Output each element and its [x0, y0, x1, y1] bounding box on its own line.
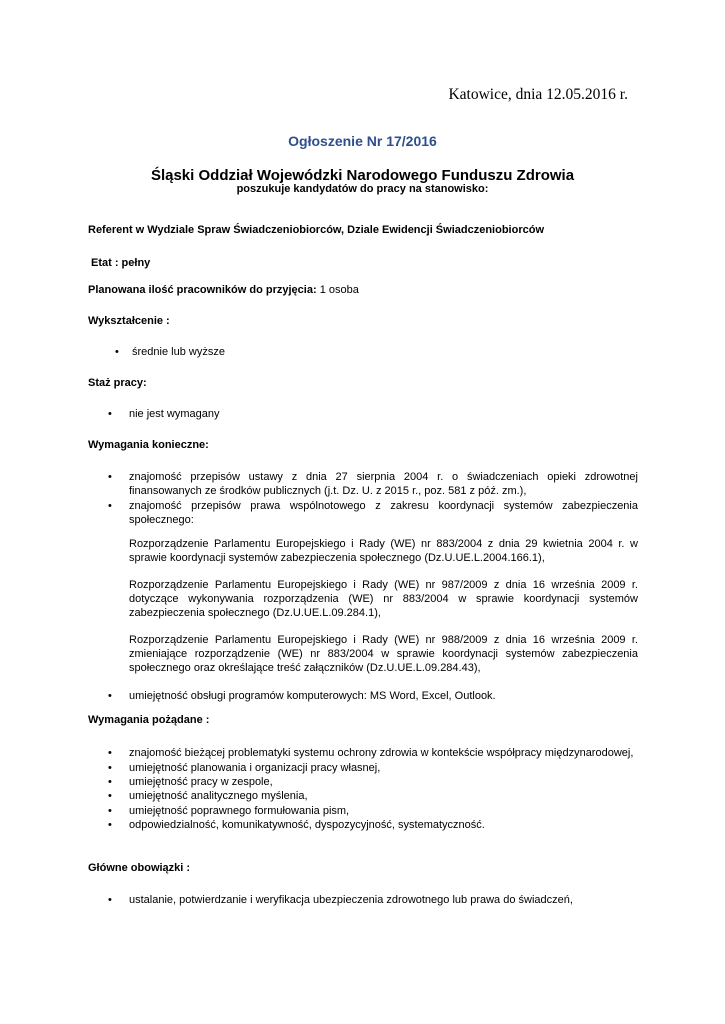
bullet-glyph: • [108, 471, 112, 483]
bullet-glyph: • [108, 690, 112, 702]
experience-item: nie jest wymagany [129, 408, 220, 420]
required-item-3: umiejętność obsługi programów komputerowych: MS Word, Excel, Outlook. [129, 690, 496, 702]
bullet-glyph: • [108, 805, 112, 817]
required-item-1: znajomość przepisów ustawy z dnia 27 sierpnia 2004 r. o świadczeniach opieki zdrowotnej finansowanych ze środków publicznych (j.t. Dz. U. z 2015 r., poz. 581 z póź. zm.), [129, 471, 638, 497]
regulation-item: Rozporządzenie Parlamentu Europejskiego i Rady (WE) nr 883/2004 z dnia 29 kwietnia 2004 r. w sprawie koordynacji systemów zabezpieczenia społecznego (Dz.U.UE.L.2004.166.1), [129, 538, 638, 564]
document-date: Katowice, dnia 12.05.2016 r. [448, 86, 628, 103]
desired-label: Wymagania pożądane : [88, 714, 210, 726]
regulation-item: Rozporządzenie Parlamentu Europejskiego i Rady (WE) nr 987/2009 z dnia 16 września 2009 r. dotyczące wykonywania rozporządzenia (WE) nr 883/2004 w sprawie koordynacji systemów zabezpieczenia społecznego (Dz.U.UE.L.09.284.1), [129, 579, 638, 619]
bullet-glyph: • [108, 762, 112, 774]
bullet-glyph: • [108, 408, 112, 420]
desired-item: umiejętność poprawnego formułowania pism, [129, 805, 350, 817]
education-label: Wykształcenie : [88, 315, 170, 327]
bullet-glyph: • [108, 819, 112, 831]
required-item-2: znajomość przepisów prawa wspólnotowego z zakresu koordynacji systemów zabezpieczenia społecznego: [129, 500, 638, 526]
education-item: średnie lub wyższe [132, 346, 225, 358]
required-label: Wymagania konieczne: [88, 439, 209, 451]
bullet-glyph: • [108, 790, 112, 802]
bullet-glyph: • [108, 894, 112, 906]
etat-label: Etat : pełny [91, 257, 151, 269]
bullet-glyph: • [115, 346, 119, 358]
duties-item: ustalanie, potwierdzanie i weryfikacja ubezpieczenia zdrowotnego lub prawa do świadczeń, [129, 894, 573, 906]
desired-item: umiejętność pracy w zespole, [129, 776, 273, 788]
experience-label: Staż pracy: [88, 377, 147, 389]
planned-hires [88, 283, 359, 297]
desired-item: znajomość bieżącej problematyki systemu ochrony zdrowia w kontekście współpracy międzynarodowej, [129, 747, 634, 759]
planned-hires-value: 1 osoba [319, 284, 359, 296]
bullet-glyph: • [108, 500, 112, 512]
planned-hires-label: Planowana ilość pracowników do przyjęcia: [88, 284, 317, 296]
duties-label: Główne obowiązki : [88, 862, 191, 874]
announcement-number: Ogłoszenie Nr 17/2016 [288, 133, 437, 149]
regulation-item: Rozporządzenie Parlamentu Europejskiego i Rady (WE) nr 988/2009 z dnia 16 września 2009 r. zmieniające rozporządzenie (WE) nr 883/2004 w sprawie koordynacji systemów zabezpieczenia społecznego oraz określające treść załączników (Dz.U.UE.L.09.284.43), [129, 634, 638, 674]
seeking-subtitle: poszukuje kandydatów do pracy na stanowisko: [236, 183, 489, 195]
position-title: Referent w Wydziale Spraw Świadczeniobiorców, Dziale Ewidencji Świadczeniobiorców [88, 224, 544, 236]
bullet-glyph: • [108, 776, 112, 788]
desired-item: umiejętność planowania i organizacji pracy własnej, [129, 762, 381, 774]
desired-item: umiejętność analitycznego myślenia, [129, 790, 308, 802]
bullet-glyph: • [108, 747, 112, 759]
desired-item: odpowiedzialność, komunikatywność, dyspozycyjność, systematyczność. [129, 819, 485, 831]
organization-name: Śląski Oddział Wojewódzki Narodowego Funduszu Zdrowia [150, 167, 575, 184]
